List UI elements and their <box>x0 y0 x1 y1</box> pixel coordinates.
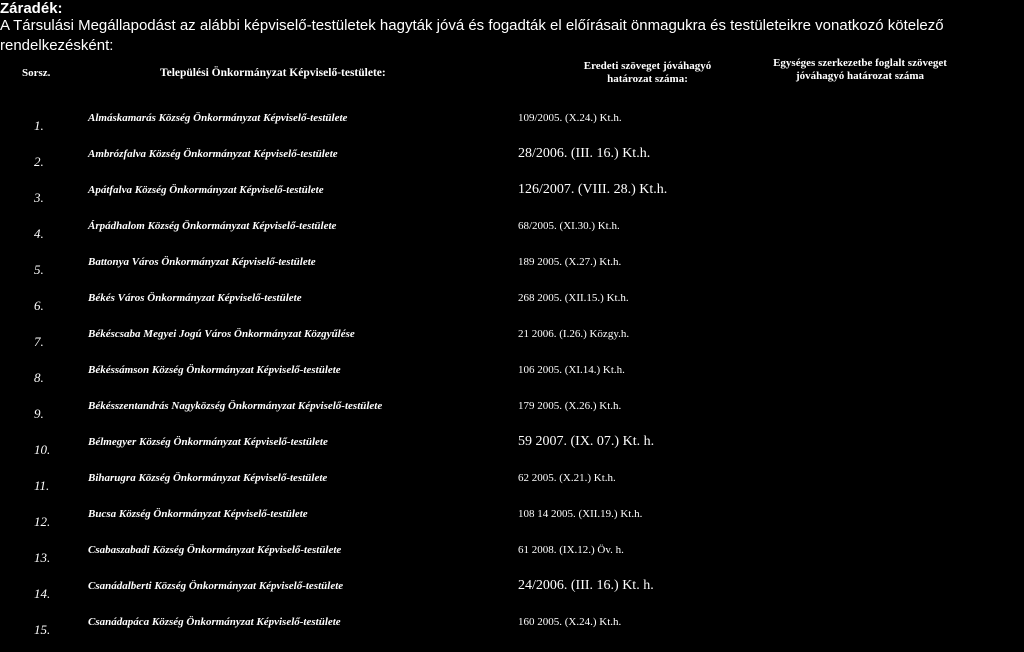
council-name: Biharugra Község Önkormányzat Képviselő-testülete <box>88 472 328 484</box>
table-row <box>0 616 1024 652</box>
council-name: Ambrózfalva Község Önkormányzat Képviselő-testülete <box>88 148 338 160</box>
council-name: Csabaszabadi Község Önkormányzat Képviselő-testülete <box>88 544 342 556</box>
council-name: Békéssámson Község Önkormányzat Képviselő-testülete <box>88 364 341 376</box>
council-name: Bélmegyer Község Önkormányzat Képviselő-testülete <box>88 436 328 448</box>
row-number: 10. <box>34 442 51 457</box>
header-original-line-2: határozat száma: <box>607 73 688 85</box>
table-row <box>0 112 1024 148</box>
resolution-ref: 61 2008. (IX.12.) Öv. h. <box>518 544 624 556</box>
table-row <box>0 400 1024 436</box>
header-unified-line-2: jóváhagyó határozat száma <box>795 70 925 82</box>
table-row <box>0 580 1024 616</box>
header-unified-line-1: Egységes szerkezetbe foglalt szöveget <box>773 57 947 69</box>
resolution-ref: 28/2006. (III. 16.) Kt.h. <box>518 146 651 161</box>
header-original-line-1: Eredeti szöveget jóváhagyó <box>583 60 712 72</box>
row-number: 7. <box>34 334 44 349</box>
table-row <box>0 508 1024 544</box>
council-name: Árpádhalom Község Önkormányzat Képviselő-testülete <box>88 220 337 232</box>
council-name: Békésszentandrás Nagyközség Önkormányzat Képviselő-testülete <box>88 400 383 412</box>
row-number: 2. <box>34 154 44 169</box>
resolution-ref: 179 2005. (X.26.) Kt.h. <box>518 400 622 412</box>
header-original-resolution <box>560 60 735 86</box>
table-row <box>0 292 1024 328</box>
table-row <box>0 436 1024 472</box>
council-name: Almáskamarás Község Önkormányzat Képviselő-testülete <box>88 112 348 124</box>
table-row <box>0 220 1024 256</box>
row-number: 1. <box>34 118 44 133</box>
resolution-ref: 109/2005. (X.24.) Kt.h. <box>518 112 622 124</box>
council-name: Békés Város Önkormányzat Képviselő-testülete <box>88 292 302 304</box>
row-number: 4. <box>34 226 44 241</box>
council-name: Békéscsaba Megyei Jogú Város Önkormányzat Közgyűlése <box>88 328 355 340</box>
intro-text <box>0 16 1024 56</box>
header-sorsz: Sorsz. <box>22 67 51 79</box>
row-number: 11. <box>34 478 50 493</box>
table-row <box>0 364 1024 400</box>
resolution-ref: 62 2005. (X.21.) Kt.h. <box>518 472 616 484</box>
header-unified-resolution <box>760 57 960 83</box>
header-council: Települési Önkormányzat Képviselő-testülete: <box>160 67 386 79</box>
resolution-ref: 68/2005. (XI.30.) Kt.h. <box>518 220 620 232</box>
council-name: Csanádalberti Község Önkormányzat Képviselő-testülete <box>88 580 344 592</box>
intro-line-2: rendelkezésként: <box>0 37 114 54</box>
row-number: 14. <box>34 586 51 601</box>
intro-line-1: A Társulási Megállapodást az alábbi képviselő-testületek hagyták jóvá és fogadták el előírásait önmagukra és testületeikre vonatkozó kötelező <box>0 17 944 34</box>
row-number: 3. <box>34 190 44 205</box>
council-name: Bucsa Község Önkormányzat Képviselő-testülete <box>88 508 308 520</box>
table-row <box>0 148 1024 184</box>
resolution-ref: 108 14 2005. (XII.19.) Kt.h. <box>518 508 643 520</box>
resolution-ref: 21 2006. (I.26.) Közgy.h. <box>518 328 630 340</box>
row-number: 8. <box>34 370 44 385</box>
council-name: Apátfalva Község Önkormányzat Képviselő-testülete <box>88 184 324 196</box>
document-heading: Záradék: <box>0 0 63 17</box>
row-number: 15. <box>34 622 51 637</box>
resolution-ref: 126/2007. (VIII. 28.) Kt.h. <box>518 182 668 197</box>
row-number: 6. <box>34 298 44 313</box>
table-row <box>0 328 1024 364</box>
row-number: 9. <box>34 406 44 421</box>
council-name: Csanádapáca Község Önkormányzat Képviselő-testülete <box>88 616 341 628</box>
table-row <box>0 544 1024 580</box>
council-name: Battonya Város Önkormányzat Képviselő-testülete <box>88 256 316 268</box>
resolution-ref: 24/2006. (III. 16.) Kt. h. <box>518 578 654 593</box>
resolution-ref: 189 2005. (X.27.) Kt.h. <box>518 256 622 268</box>
resolution-ref: 268 2005. (XII.15.) Kt.h. <box>518 292 629 304</box>
table-row <box>0 184 1024 220</box>
row-number: 12. <box>34 514 51 529</box>
resolution-ref: 59 2007. (IX. 07.) Kt. h. <box>518 434 655 449</box>
row-number: 13. <box>34 550 51 565</box>
row-number: 5. <box>34 262 44 277</box>
table-row <box>0 472 1024 508</box>
resolution-ref: 106 2005. (XI.14.) Kt.h. <box>518 364 625 376</box>
table-row <box>0 256 1024 292</box>
resolution-ref: 160 2005. (X.24.) Kt.h. <box>518 616 622 628</box>
